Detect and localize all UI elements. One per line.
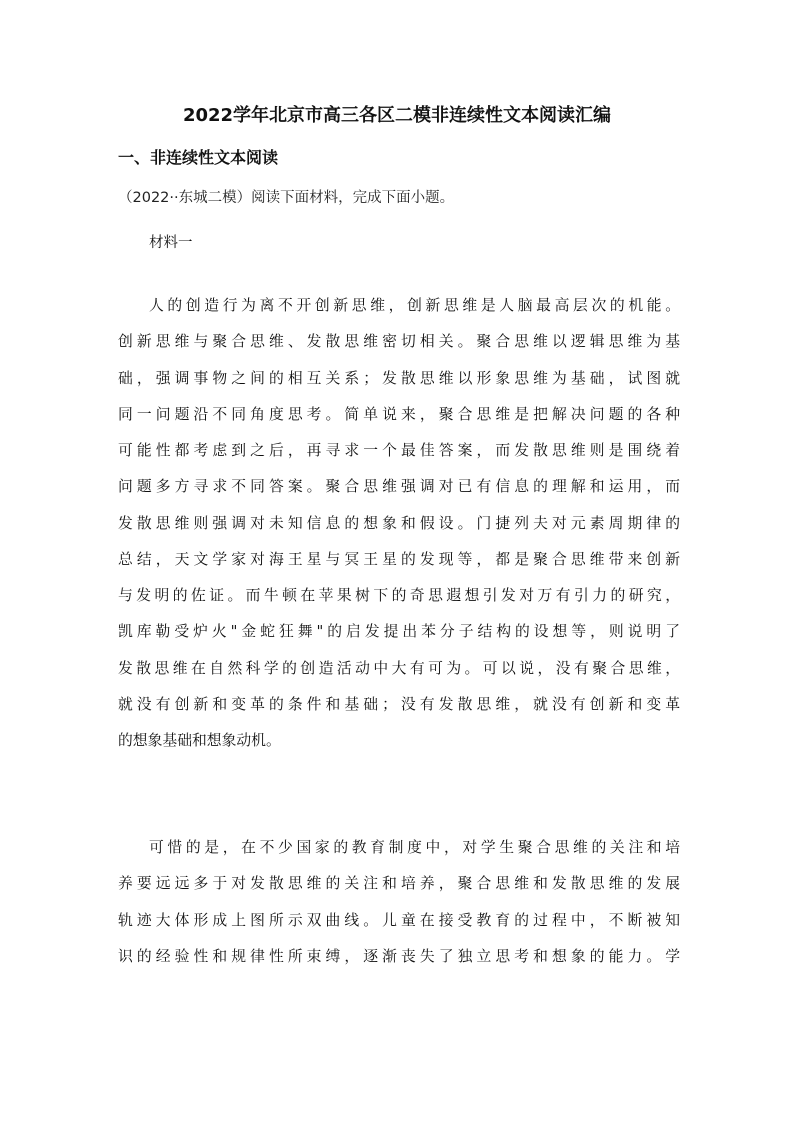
paragraph-line: 就没有创新和变革的条件和基础；没有发散思维，就没有创新和变革: [118, 695, 680, 713]
paragraph-line: 凯库勒受炉火"金蛇狂舞"的启发提出苯分子结构的设想等，则说明了: [118, 623, 680, 641]
paragraph-line: 创新思维与聚合思维、发散思维密切相关。聚合思维以逻辑思维为基: [118, 333, 680, 351]
section-heading: 一、非连续性文本阅读: [118, 148, 279, 167]
paragraph-line: 养要远远多于对发散思维的关注和培养，聚合思维和发散思维的发展: [118, 875, 680, 893]
paragraph-line: 轨迹大体形成上图所示双曲线。儿童在接受教育的过程中，不断被知: [118, 911, 680, 929]
paragraph-line: 础，强调事物之间的相互关系；发散思维以形象思维为基础，试图就: [118, 369, 680, 387]
question-instruction: （2022··东城二模）阅读下面材料，完成下面小题。: [118, 190, 455, 206]
paragraph-line: 问题多方寻求不同答案。聚合思维强调对已有信息的理解和运用，而: [118, 478, 680, 496]
material-label: 材料一: [149, 235, 193, 251]
body-paragraph-1: [118, 288, 680, 759]
paragraph-line: 可惜的是，在不少国家的教育制度中，对学生聚合思维的关注和培: [149, 839, 680, 856]
paragraph-line: 发散思维在自然科学的创造活动中大有可为。可以说，没有聚合思维，: [118, 659, 680, 677]
paragraph-line: 同一问题沿不同角度思考。简单说来，聚合思维是把解决问题的各种: [118, 405, 680, 423]
paragraph-line: 总结，天文学家对海王星与冥王星的发现等，都是聚合思维带来创新: [118, 550, 680, 568]
document-title: 2022学年北京市高三各区二模非连续性文本阅读汇编: [182, 105, 612, 126]
paragraph-line: 人的创造行为离不开创新思维，创新思维是人脑最高层次的机能。: [149, 297, 680, 314]
paragraph-line: 的想象基础和想象动机。: [118, 732, 281, 749]
paragraph-line: 与发明的佐证。而牛顿在苹果树下的奇思遐想引发对万有引力的研究，: [118, 587, 680, 604]
paragraph-line: 识的经验性和规律性所束缚，逐渐丧失了独立思考和想象的能力。学: [118, 947, 680, 965]
paragraph-line: 可能性都考虑到之后，再寻求一个最佳答案，而发散思维则是围绕着: [118, 442, 680, 459]
body-paragraph-2: [118, 830, 680, 975]
paragraph-line: 发散思维则强调对未知信息的想象和假设。门捷列夫对元素周期律的: [118, 514, 680, 532]
